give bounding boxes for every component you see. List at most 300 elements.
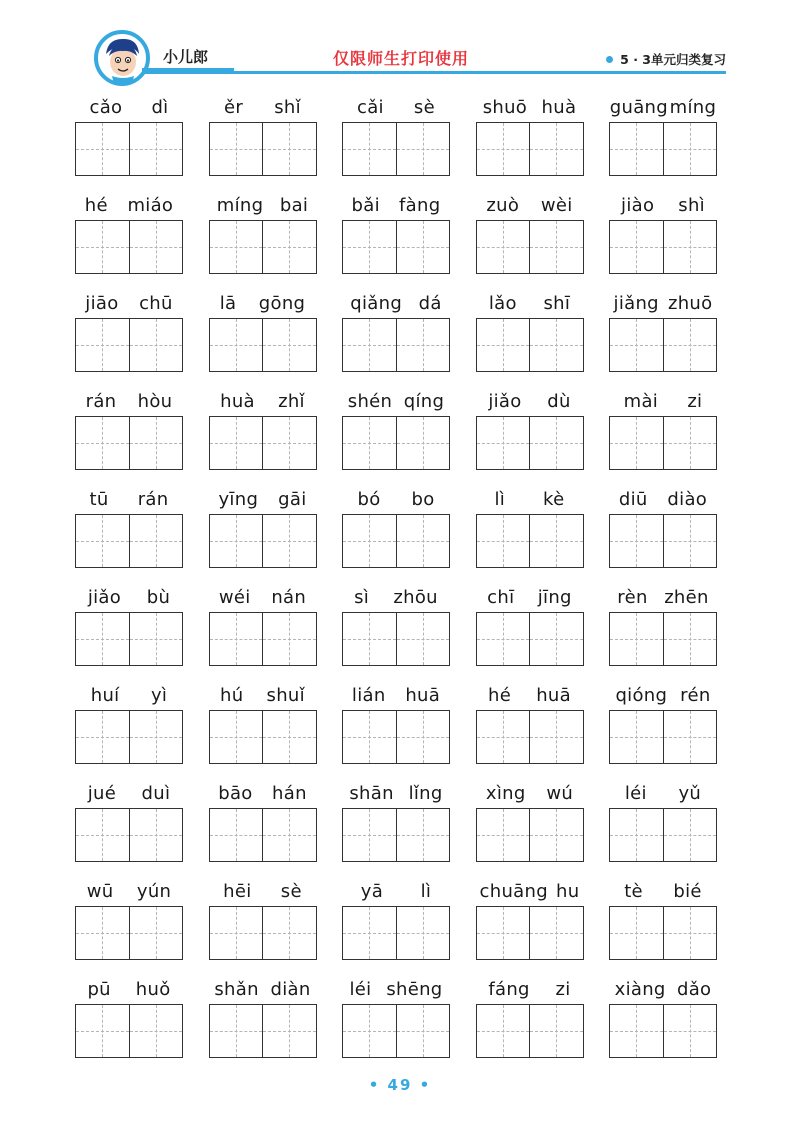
tianzige-writing-cell[interactable] xyxy=(129,123,183,175)
writing-box-pair xyxy=(209,122,317,176)
tianzige-writing-cell[interactable] xyxy=(343,515,396,567)
tianzige-writing-cell[interactable] xyxy=(610,319,663,371)
pinyin-syllable: chī xyxy=(487,586,515,608)
pinyin-syllable: duì xyxy=(141,782,171,804)
pinyin-syllable: huǒ xyxy=(135,978,171,1000)
writing-box-pair xyxy=(609,416,717,470)
pinyin-label xyxy=(209,486,317,512)
pinyin-label xyxy=(342,682,450,708)
tianzige-writing-cell[interactable] xyxy=(129,711,183,763)
tianzige-writing-cell[interactable] xyxy=(663,417,717,469)
pinyin-label xyxy=(476,682,584,708)
tianzige-writing-cell[interactable] xyxy=(396,1005,450,1057)
tianzige-writing-cell[interactable] xyxy=(529,221,583,273)
tianzige-writing-cell[interactable] xyxy=(210,809,263,861)
tianzige-writing-cell[interactable] xyxy=(477,319,530,371)
tianzige-writing-cell[interactable] xyxy=(396,515,450,567)
pinyin-syllable: chuāng xyxy=(479,880,548,902)
pinyin-syllable: kè xyxy=(543,488,565,510)
exercise-item xyxy=(609,876,717,974)
pinyin-syllable: huà xyxy=(541,96,577,118)
pinyin-label xyxy=(476,486,584,512)
writing-box-pair xyxy=(476,122,584,176)
exercise-item xyxy=(342,582,450,680)
pinyin-syllable: sì xyxy=(354,586,370,608)
pinyin-label xyxy=(75,192,183,218)
pinyin-syllable: wū xyxy=(86,880,114,902)
tianzige-writing-cell[interactable] xyxy=(129,1005,183,1057)
pinyin-label xyxy=(75,486,183,512)
exercise-item xyxy=(476,582,584,680)
pinyin-label xyxy=(75,290,183,316)
page-header xyxy=(0,0,800,90)
writing-box-pair xyxy=(342,710,450,764)
pinyin-syllable: hé xyxy=(84,194,108,216)
pinyin-label xyxy=(476,780,584,806)
pinyin-syllable: huā xyxy=(405,684,441,706)
tianzige-writing-cell[interactable] xyxy=(477,1005,530,1057)
tianzige-writing-cell[interactable] xyxy=(396,319,450,371)
exercise-item xyxy=(342,974,450,1072)
tianzige-writing-cell[interactable] xyxy=(663,711,717,763)
tianzige-writing-cell[interactable] xyxy=(529,613,583,665)
tianzige-writing-cell[interactable] xyxy=(210,907,263,959)
pinyin-syllable: lián xyxy=(351,684,386,706)
pinyin-syllable: fàng xyxy=(399,194,441,216)
tianzige-writing-cell[interactable] xyxy=(610,417,663,469)
exercise-item xyxy=(209,582,317,680)
exercise-item xyxy=(609,288,717,386)
tianzige-writing-cell[interactable] xyxy=(210,221,263,273)
pinyin-syllable: shān xyxy=(349,782,394,804)
exercise-item xyxy=(609,680,717,778)
writing-box-pair xyxy=(342,612,450,666)
pinyin-label xyxy=(609,584,717,610)
exercise-item xyxy=(609,582,717,680)
pinyin-syllable: shǐ xyxy=(274,96,301,118)
usage-notice: 仅限师生打印使用 xyxy=(332,49,469,68)
pinyin-syllable: diào xyxy=(667,488,708,510)
tianzige-writing-cell[interactable] xyxy=(210,515,263,567)
pinyin-syllable: shuō xyxy=(482,96,528,118)
tianzige-writing-cell[interactable] xyxy=(343,907,396,959)
pinyin-syllable: huā xyxy=(536,684,571,706)
tianzige-writing-cell[interactable] xyxy=(129,221,183,273)
pinyin-label xyxy=(209,878,317,904)
writing-box-pair xyxy=(342,416,450,470)
exercise-item xyxy=(476,288,584,386)
writing-box-pair xyxy=(609,1004,717,1058)
pinyin-syllable: zhǐ xyxy=(278,390,305,412)
tianzige-writing-cell[interactable] xyxy=(396,809,450,861)
header-rule xyxy=(142,71,726,74)
pinyin-syllable: lǐng xyxy=(408,782,443,804)
pinyin-label xyxy=(342,388,450,414)
exercise-item xyxy=(342,876,450,974)
writing-box-pair xyxy=(342,514,450,568)
writing-box-pair xyxy=(609,808,717,862)
tianzige-writing-cell[interactable] xyxy=(663,1005,717,1057)
tianzige-writing-cell[interactable] xyxy=(477,613,530,665)
tianzige-writing-cell[interactable] xyxy=(529,123,583,175)
tianzige-writing-cell[interactable] xyxy=(129,613,183,665)
tianzige-writing-cell[interactable] xyxy=(477,711,530,763)
writing-box-pair xyxy=(209,808,317,862)
writing-box-pair xyxy=(476,514,584,568)
tianzige-writing-cell[interactable] xyxy=(129,907,183,959)
exercise-item xyxy=(476,92,584,190)
writing-box-pair xyxy=(209,710,317,764)
pinyin-syllable: hán xyxy=(272,782,307,804)
pinyin-label xyxy=(209,584,317,610)
pinyin-syllable: zhōu xyxy=(393,586,438,608)
pinyin-syllable: míng xyxy=(216,194,264,216)
pinyin-syllable: dù xyxy=(547,390,571,412)
tianzige-writing-cell[interactable] xyxy=(477,907,530,959)
writing-box-pair xyxy=(476,710,584,764)
tianzige-writing-cell[interactable] xyxy=(262,1005,316,1057)
tianzige-writing-cell[interactable] xyxy=(343,809,396,861)
pinyin-label xyxy=(476,584,584,610)
exercise-item xyxy=(75,974,183,1072)
pinyin-syllable: wéi xyxy=(218,586,251,608)
exercise-item xyxy=(476,680,584,778)
pinyin-syllable: jīng xyxy=(537,586,572,608)
tianzige-writing-cell[interactable] xyxy=(610,711,663,763)
tianzige-writing-cell[interactable] xyxy=(262,809,316,861)
pinyin-syllable: ěr xyxy=(224,96,244,118)
exercise-item xyxy=(342,680,450,778)
writing-box-pair xyxy=(75,416,183,470)
tianzige-writing-cell[interactable] xyxy=(610,809,663,861)
tianzige-writing-cell[interactable] xyxy=(210,1005,263,1057)
tianzige-writing-cell[interactable] xyxy=(663,515,717,567)
pinyin-syllable: dì xyxy=(151,96,169,118)
pinyin-syllable: yǔ xyxy=(678,782,702,804)
writing-box-pair xyxy=(209,612,317,666)
pinyin-syllable: yīng xyxy=(218,488,259,510)
tianzige-writing-cell[interactable] xyxy=(477,417,530,469)
tianzige-writing-cell[interactable] xyxy=(210,123,263,175)
tianzige-writing-cell[interactable] xyxy=(529,711,583,763)
exercise-grid xyxy=(75,92,717,1072)
pinyin-syllable: lì xyxy=(420,880,432,902)
pinyin-syllable: qióng xyxy=(615,684,668,706)
pinyin-syllable: bó xyxy=(357,488,381,510)
tianzige-writing-cell[interactable] xyxy=(76,515,129,567)
pinyin-syllable: xiàng xyxy=(614,978,666,1000)
pinyin-syllable: shén xyxy=(347,390,393,412)
tianzige-writing-cell[interactable] xyxy=(210,613,263,665)
exercise-item xyxy=(209,288,317,386)
tianzige-writing-cell[interactable] xyxy=(76,907,129,959)
exercise-item xyxy=(476,484,584,582)
pinyin-syllable: bai xyxy=(279,194,309,216)
exercise-item xyxy=(75,288,183,386)
pinyin-syllable: qíng xyxy=(403,390,445,412)
pinyin-syllable: cǎi xyxy=(357,96,384,118)
exercise-item xyxy=(209,484,317,582)
tianzige-writing-cell[interactable] xyxy=(343,417,396,469)
tianzige-writing-cell[interactable] xyxy=(343,319,396,371)
tianzige-writing-cell[interactable] xyxy=(610,907,663,959)
tianzige-writing-cell[interactable] xyxy=(210,319,263,371)
pinyin-syllable: lì xyxy=(494,488,506,510)
pinyin-syllable: fáng xyxy=(488,978,530,1000)
tianzige-writing-cell[interactable] xyxy=(343,711,396,763)
pinyin-syllable: zhuō xyxy=(667,292,713,314)
exercise-item xyxy=(209,680,317,778)
pinyin-syllable: bǎi xyxy=(351,194,380,216)
tianzige-writing-cell[interactable] xyxy=(76,613,129,665)
tianzige-writing-cell[interactable] xyxy=(529,515,583,567)
pinyin-syllable: zuò xyxy=(486,194,520,216)
pinyin-syllable: shǎn xyxy=(214,978,259,1000)
tianzige-writing-cell[interactable] xyxy=(529,1005,583,1057)
tianzige-writing-cell[interactable] xyxy=(129,515,183,567)
tianzige-writing-cell[interactable] xyxy=(396,221,450,273)
exercise-item xyxy=(609,778,717,876)
pinyin-syllable: gōng xyxy=(258,292,306,314)
tianzige-writing-cell[interactable] xyxy=(610,221,663,273)
tianzige-writing-cell[interactable] xyxy=(477,221,530,273)
writing-box-pair xyxy=(476,808,584,862)
pinyin-label xyxy=(609,486,717,512)
exercise-item xyxy=(75,680,183,778)
writing-box-pair xyxy=(342,318,450,372)
writing-box-pair xyxy=(75,318,183,372)
tianzige-writing-cell[interactable] xyxy=(262,907,316,959)
tianzige-writing-cell[interactable] xyxy=(396,123,450,175)
exercise-item xyxy=(209,974,317,1072)
exercise-item xyxy=(75,484,183,582)
writing-box-pair xyxy=(75,122,183,176)
writing-box-pair xyxy=(75,612,183,666)
tianzige-writing-cell[interactable] xyxy=(663,123,717,175)
tianzige-writing-cell[interactable] xyxy=(129,809,183,861)
exercise-item xyxy=(342,778,450,876)
pinyin-syllable: jué xyxy=(87,782,117,804)
tianzige-writing-cell[interactable] xyxy=(76,1005,129,1057)
pinyin-syllable: huà xyxy=(220,390,255,412)
pinyin-syllable: hú xyxy=(220,684,244,706)
pinyin-label xyxy=(609,878,717,904)
tianzige-writing-cell[interactable] xyxy=(610,1005,663,1057)
tianzige-writing-cell[interactable] xyxy=(76,221,129,273)
exercise-item xyxy=(609,484,717,582)
writing-box-pair xyxy=(476,612,584,666)
pinyin-syllable: yā xyxy=(360,880,384,902)
pinyin-label xyxy=(75,682,183,708)
pinyin-syllable: dǎo xyxy=(676,978,712,1000)
writing-box-pair xyxy=(209,416,317,470)
tianzige-writing-cell[interactable] xyxy=(129,417,183,469)
pinyin-syllable: jiǎo xyxy=(87,586,122,608)
tianzige-writing-cell[interactable] xyxy=(477,123,530,175)
pinyin-syllable: hēi xyxy=(223,880,252,902)
tianzige-writing-cell[interactable] xyxy=(210,417,263,469)
tianzige-writing-cell[interactable] xyxy=(529,907,583,959)
exercise-item xyxy=(75,190,183,288)
writing-box-pair xyxy=(609,906,717,960)
tianzige-writing-cell[interactable] xyxy=(396,613,450,665)
exercise-item xyxy=(75,582,183,680)
tianzige-writing-cell[interactable] xyxy=(529,809,583,861)
writing-box-pair xyxy=(609,318,717,372)
pinyin-syllable: chū xyxy=(139,292,173,314)
writing-box-pair xyxy=(75,906,183,960)
pinyin-syllable: pū xyxy=(87,978,111,1000)
pinyin-syllable: sè xyxy=(280,880,302,902)
pinyin-label xyxy=(609,94,717,120)
tianzige-writing-cell[interactable] xyxy=(262,613,316,665)
tianzige-writing-cell[interactable] xyxy=(262,221,316,273)
pinyin-syllable: yì xyxy=(150,684,168,706)
tianzige-writing-cell[interactable] xyxy=(76,711,129,763)
pinyin-syllable: rán xyxy=(85,390,117,412)
pinyin-label xyxy=(75,878,183,904)
tianzige-writing-cell[interactable] xyxy=(76,123,129,175)
tianzige-writing-cell[interactable] xyxy=(610,613,663,665)
tianzige-writing-cell[interactable] xyxy=(610,515,663,567)
pinyin-syllable: wú xyxy=(546,782,574,804)
tianzige-writing-cell[interactable] xyxy=(663,907,717,959)
pinyin-label xyxy=(209,192,317,218)
pinyin-syllable: guāng xyxy=(609,96,668,118)
writing-box-pair xyxy=(209,1004,317,1058)
tianzige-writing-cell[interactable] xyxy=(76,417,129,469)
tianzige-writing-cell[interactable] xyxy=(76,809,129,861)
pinyin-label xyxy=(609,780,717,806)
pinyin-syllable: míng xyxy=(669,96,717,118)
tianzige-writing-cell[interactable] xyxy=(343,221,396,273)
pinyin-label xyxy=(209,94,317,120)
pinyin-syllable: tè xyxy=(624,880,643,902)
unit-text: 5 · 3单元归类复习 xyxy=(620,52,726,67)
pinyin-label xyxy=(476,94,584,120)
pinyin-label xyxy=(342,780,450,806)
pinyin-syllable: hu xyxy=(556,880,580,902)
pinyin-syllable: gāi xyxy=(278,488,307,510)
pinyin-label xyxy=(75,388,183,414)
tianzige-writing-cell[interactable] xyxy=(76,319,129,371)
tianzige-writing-cell[interactable] xyxy=(262,123,316,175)
exercise-item xyxy=(75,92,183,190)
writing-box-pair xyxy=(75,808,183,862)
page-number: • 49 • xyxy=(368,1076,432,1094)
pinyin-syllable: sè xyxy=(413,96,435,118)
tianzige-writing-cell[interactable] xyxy=(129,319,183,371)
writing-box-pair xyxy=(75,514,183,568)
tianzige-writing-cell[interactable] xyxy=(343,123,396,175)
pinyin-syllable: mài xyxy=(623,390,659,412)
exercise-item xyxy=(342,386,450,484)
pinyin-syllable: zhēn xyxy=(664,586,709,608)
pinyin-syllable: rán xyxy=(137,488,169,510)
writing-box-pair xyxy=(342,1004,450,1058)
tianzige-writing-cell[interactable] xyxy=(529,417,583,469)
tianzige-writing-cell[interactable] xyxy=(262,417,316,469)
writing-box-pair xyxy=(476,220,584,274)
tianzige-writing-cell[interactable] xyxy=(262,515,316,567)
tianzige-writing-cell[interactable] xyxy=(477,515,530,567)
pinyin-syllable: bo xyxy=(411,488,435,510)
tianzige-writing-cell[interactable] xyxy=(529,319,583,371)
pinyin-syllable: jiǎng xyxy=(613,292,659,314)
tianzige-writing-cell[interactable] xyxy=(663,809,717,861)
tianzige-writing-cell[interactable] xyxy=(663,613,717,665)
tianzige-writing-cell[interactable] xyxy=(262,711,316,763)
pinyin-syllable: bié xyxy=(673,880,702,902)
tianzige-writing-cell[interactable] xyxy=(396,711,450,763)
exercise-item xyxy=(342,484,450,582)
exercise-item xyxy=(209,778,317,876)
pinyin-syllable: nán xyxy=(271,586,307,608)
pinyin-syllable: wèi xyxy=(540,194,573,216)
tianzige-writing-cell[interactable] xyxy=(343,1005,396,1057)
exercise-item xyxy=(75,778,183,876)
tianzige-writing-cell[interactable] xyxy=(262,319,316,371)
pinyin-label xyxy=(609,976,717,1002)
pinyin-syllable: jiǎo xyxy=(488,390,522,412)
exercise-item xyxy=(609,190,717,288)
writing-box-pair xyxy=(609,514,717,568)
pinyin-syllable: lā xyxy=(219,292,237,314)
tianzige-writing-cell[interactable] xyxy=(477,809,530,861)
pinyin-syllable: léi xyxy=(349,978,372,1000)
pinyin-syllable: shì xyxy=(678,194,705,216)
pinyin-label xyxy=(609,388,717,414)
pinyin-label xyxy=(209,290,317,316)
pinyin-label xyxy=(342,878,450,904)
pinyin-syllable: diū xyxy=(618,488,648,510)
exercise-item xyxy=(609,974,717,1072)
pinyin-label xyxy=(609,192,717,218)
exercise-item xyxy=(342,288,450,386)
tianzige-writing-cell[interactable] xyxy=(343,613,396,665)
tianzige-writing-cell[interactable] xyxy=(396,907,450,959)
pinyin-syllable: dá xyxy=(418,292,442,314)
bullet-dot-icon xyxy=(606,56,613,63)
pinyin-label xyxy=(609,290,717,316)
pinyin-syllable: hé xyxy=(488,684,512,706)
pinyin-label xyxy=(342,94,450,120)
exercise-item xyxy=(476,190,584,288)
pinyin-label xyxy=(209,388,317,414)
writing-box-pair xyxy=(209,220,317,274)
pinyin-syllable: jiào xyxy=(621,194,655,216)
tianzige-writing-cell[interactable] xyxy=(396,417,450,469)
tianzige-writing-cell[interactable] xyxy=(663,221,717,273)
writing-box-pair xyxy=(342,122,450,176)
tianzige-writing-cell[interactable] xyxy=(210,711,263,763)
pinyin-syllable: huí xyxy=(90,684,120,706)
writing-box-pair xyxy=(75,1004,183,1058)
pinyin-label xyxy=(476,388,584,414)
pinyin-syllable: tū xyxy=(89,488,109,510)
pinyin-label xyxy=(342,290,450,316)
tianzige-writing-cell[interactable] xyxy=(610,123,663,175)
writing-box-pair xyxy=(342,906,450,960)
pinyin-syllable: zi xyxy=(555,978,571,1000)
tianzige-writing-cell[interactable] xyxy=(663,319,717,371)
pinyin-syllable: jiāo xyxy=(85,292,119,314)
pinyin-syllable: cǎo xyxy=(89,96,123,118)
pinyin-syllable: bù xyxy=(146,586,171,608)
pinyin-label xyxy=(609,682,717,708)
brand-label: 小儿郎 xyxy=(163,48,209,66)
writing-box-pair xyxy=(209,906,317,960)
